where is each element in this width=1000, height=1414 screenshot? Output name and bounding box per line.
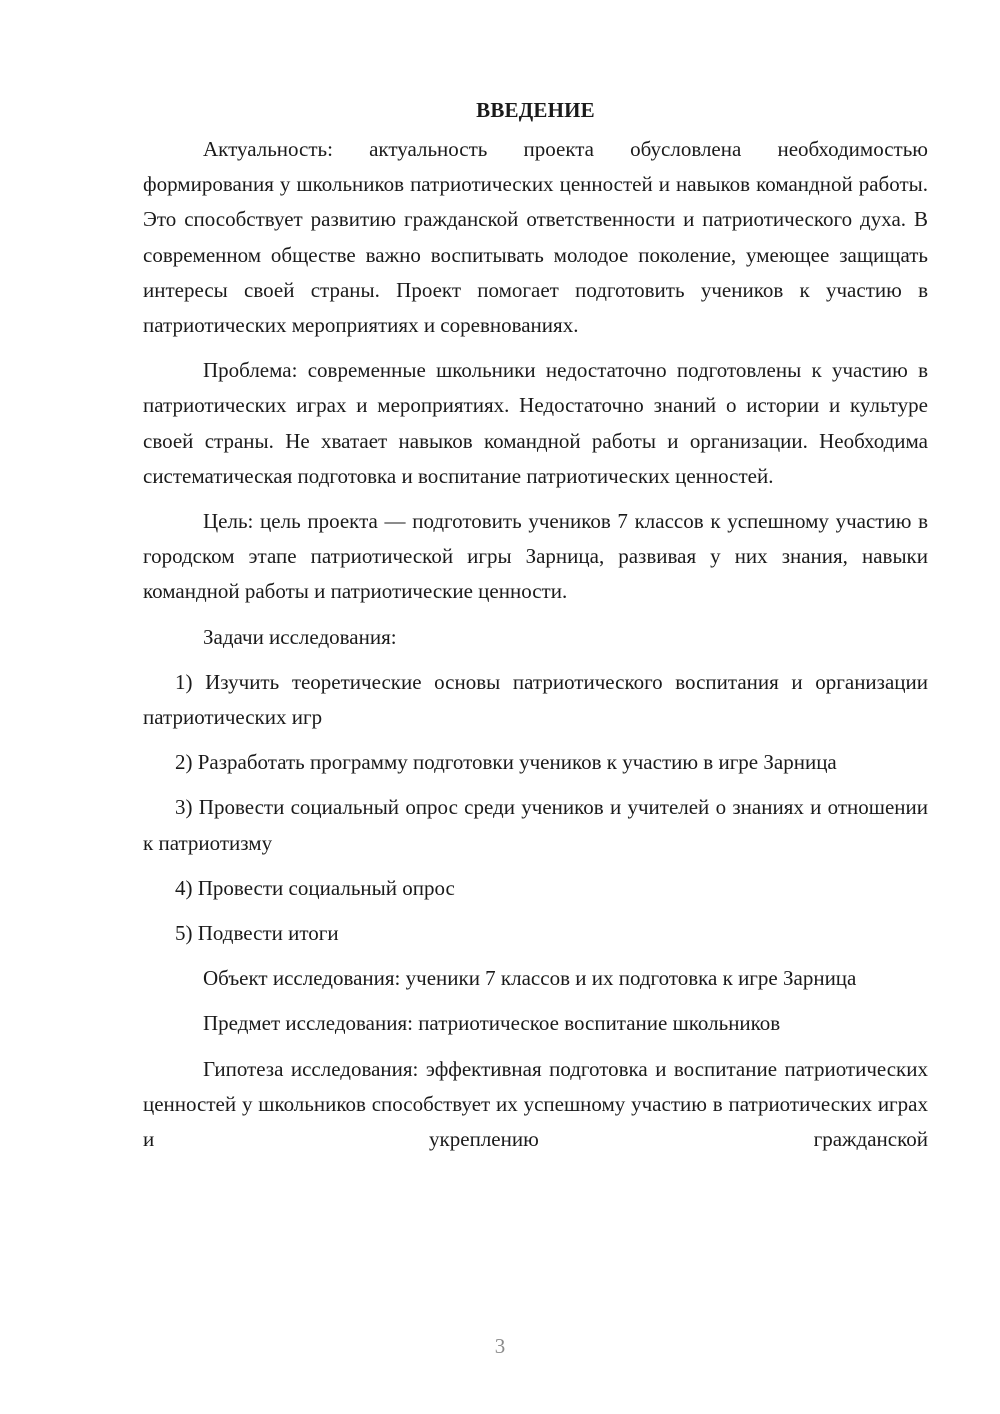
paragraph-goal: Цель: цель проекта — подготовить учеников 7 классов к успешному участию в городском этапе патриотической игры Зарница, развивая у них знания, навыки командной работы и патриотические ценности. [143,509,928,604]
task-item-1: 1) Изучить теоретические основы патриотического воспитания и организации патриотических игр [143,669,928,730]
document-heading: ВВЕДЕНИЕ [476,98,595,122]
task-item-3: 3) Провести социальный опрос среди учеников и учителей о знаниях и отношении к патриотизму [143,795,928,855]
paragraph-hypothesis: Гипотеза исследования: эффективная подготовка и воспитание патриотических ценностей у школьников способствует их успешному участию в патриотических играх и укреплению гражданской [143,1056,928,1152]
document-page [143,92,928,1157]
task-item-5: 5) Подвести итоги [175,921,339,946]
paragraph-subject: Предмет исследования: патриотическое воспитание школьников [203,1011,781,1036]
paragraph-object: Объект исследования: ученики 7 классов и их подготовка к игре Зарница [203,966,857,991]
paragraph-problem: Проблема: современные школьники недостаточно подготовлены к участию в патриотических играх и мероприятиях. Недостаточно знаний о истории и культуре своей страны. Не хватает навыков командной работы и организации. Необходима систематическая подготовка и воспитание патриотических ценностей. [143,358,928,488]
paragraph-relevance: Актуальность: актуальность проекта обусловлена необходимостью формирования у школьников патриотических ценностей и навыков командной работы. Это способствует развитию гражданской ответственности и патриотического духа. В современном обществе важно воспитывать молодое поколение, умеющее защищать интересы своей страны. Проект помогает подготовить учеников к участию в патриотических мероприятиях и соревнованиях. [143,137,928,338]
task-item-4: 4) Провести социальный опрос [175,875,455,900]
page-number: 3 [494,1334,506,1358]
task-item-2: 2) Разработать программу подготовки учеников к участию в игре Зарница [175,750,837,775]
tasks-heading: Задачи исследования: [203,624,397,649]
